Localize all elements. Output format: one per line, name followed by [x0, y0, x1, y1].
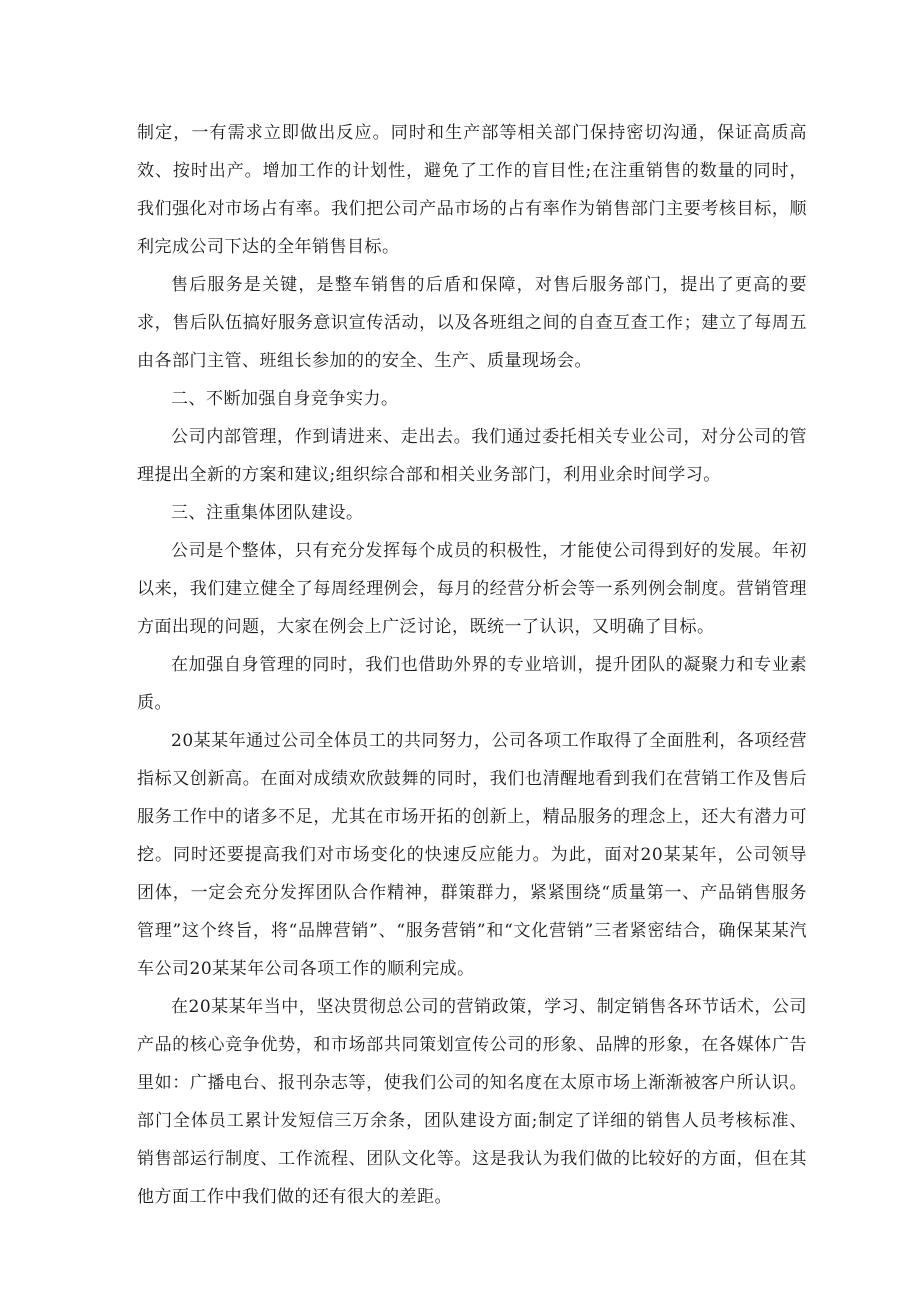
section-heading-competitiveness: 二、不断加强自身竞争实力。: [171, 389, 399, 409]
paragraph-year-summary: 20某某年通过公司全体员工的共同努力，公司各项工作取得了全面胜利，各项经营指标又创新高。在面对成绩欢欣鼓舞的同时，我们也清醒地看到我们在营销工作及售后服务工作中的诸多不足，尤其在市场开拓的创新上，精品服务的理念上，还大有潜力可挖。同时还要提高我们对市场变化的快速反应能力。为此，面对20某某年，公司领导团体，一定会充分发挥团队合作精神，群策群力，紧紧围绕“质量第一、产品销售服务管理”这个终旨，将“品牌营销”、“服务营销”和“文化营销”三者紧密结合，确保某某汽车公司20某某年公司各项工作的顺利完成。: [137, 731, 807, 979]
paragraph-after-sales: 售后服务是关键，是整车销售的后盾和保障，对售后服务部门，提出了更高的要求，售后队伍搞好服务意识宣传活动，以及各班组之间的自查互查工作；建立了每周五由各部门主管、班组长参加的的安全、生产、质量现场会。: [137, 275, 807, 371]
section-heading-team-building: 三、注重集体团队建设。: [171, 503, 364, 523]
paragraph-continuation: 制定，一有需求立即做出反应。同时和生产部等相关部门保持密切沟通，保证高质高效、按时出产。增加工作的计划性，避免了工作的盲目性;在注重销售的数量的同时，我们强化对市场占有率。我们把公司产品市场的占有率作为销售部门主要考核目标，顺利完成公司下达的全年销售目标。: [137, 123, 807, 257]
paragraph-training: 在加强自身管理的同时，我们也借助外界的专业培训，提升团队的凝聚力和专业素质。: [137, 655, 807, 713]
paragraph-internal-management: 公司内部管理，作到请进来、走出去。我们通过委托相关专业公司，对分公司的管理提出全新的方案和建议;组织综合部和相关业务部门，利用业余时间学习。: [137, 427, 807, 485]
paragraph-company-whole: 公司是个整体，只有充分发挥每个成员的积极性，才能使公司得到好的发展。年初以来，我们建立健全了每周经理例会，每月的经营分析会等一系列例会制度。营销管理方面出现的问题，大家在例会上广泛讨论，既统一了认识，又明确了目标。: [137, 541, 807, 637]
document-body: [137, 114, 807, 1216]
paragraph-year-marketing: 在20某某年当中，坚决贯彻总公司的营销政策，学习、制定销售各环节话术，公司产品的核心竞争优势，和市场部共同策划宣传公司的形象、品牌的形象，在各媒体广告里如：广播电台、报刊杂志等，使我们公司的知名度在太原市场上渐渐被客户所认识。部门全体员工累计发短信三万余条，团队建设方面;制定了详细的销售人员考核标准、销售部运行制度、工作流程、团队文化等。这是我认为我们做的比较好的方面，但在其他方面工作中我们做的还有很大的差距。: [137, 997, 807, 1207]
